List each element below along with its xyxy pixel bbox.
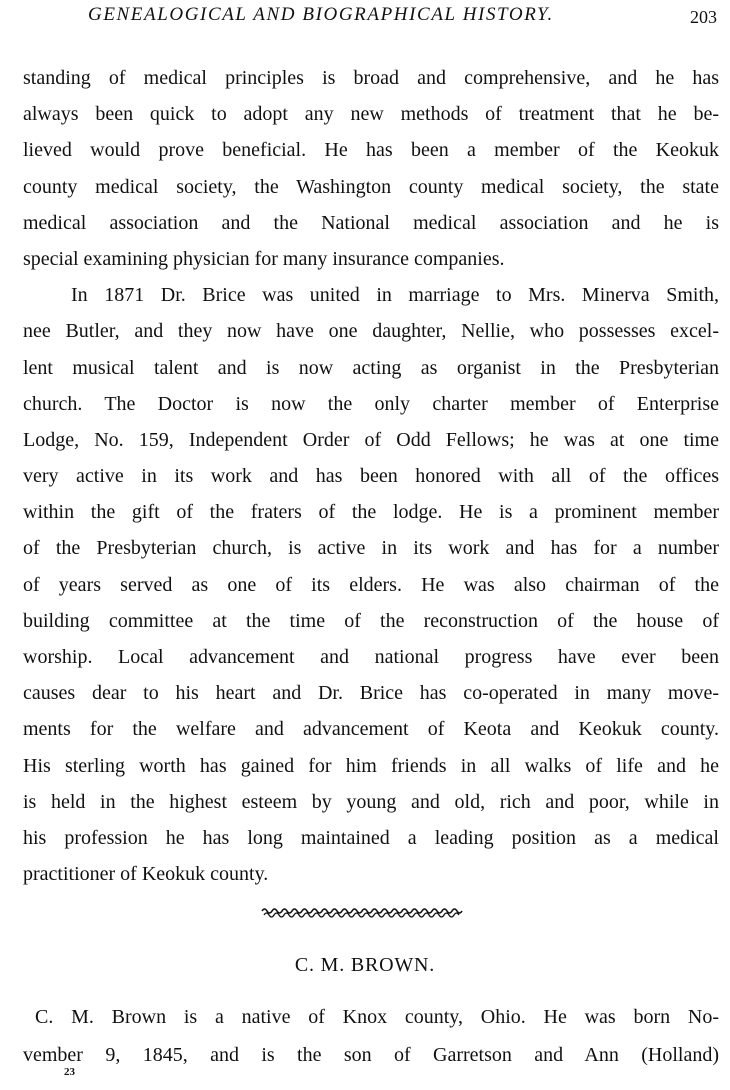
text-line: lent musical talent and is now acting as organist in the Presbyterian <box>23 356 719 379</box>
paragraph-1 <box>23 60 719 277</box>
text-line: Lodge, No. 159, Independent Order of Odd Fellows; he was at one time <box>23 428 719 451</box>
text-line: ments for the welfare and advancement of Keota and Keokuk county. <box>23 718 719 741</box>
text-line: county medical society, the Washington county medical society, the state <box>23 175 719 198</box>
text-line: worship. Local advancement and national progress have ever been <box>23 646 719 668</box>
section-text <box>23 998 719 1074</box>
text-line: nee Butler, and they now have one daughter, Nellie, who possesses excel- <box>23 320 719 343</box>
section-heading: C. M. BROWN. <box>294 954 436 976</box>
text-line: C. M. Brown is a native of Knox county, Ohio. He was born No- <box>35 1006 719 1028</box>
text-line: church. The Doctor is now the only charter member of Enterprise <box>23 392 719 415</box>
text-line: standing of medical principles is broad and comprehensive, and he has <box>23 67 719 89</box>
text-line: practitioner of Keokuk county. <box>23 863 269 886</box>
text-line: always been quick to adopt any new methods of treatment that he be- <box>23 103 719 126</box>
text-line: within the gift of the fraters of the lodge. He is a prominent member <box>23 501 719 524</box>
text-line: vember 9, 1845, and is the son of Garretson and Ann (Holland) <box>23 1044 719 1066</box>
text-line: special examining physician for many insurance companies. <box>23 247 505 270</box>
text-line: lieved would prove beneficial. He has been a member of the Keokuk <box>23 139 719 162</box>
text-line: his profession he has long maintained a leading position as a medical <box>23 826 719 849</box>
text-line: of years served as one of its elders. He was also chairman of the <box>23 573 719 596</box>
text-line: medical association and the National medical association and he is <box>23 211 719 234</box>
signature-mark: 23 <box>64 1066 75 1078</box>
text-line: His sterling worth has gained for him friends in all walks of life and he <box>23 754 719 777</box>
text-line: very active in its work and has been honored with all of the offices <box>23 465 719 488</box>
section-divider-ornament <box>260 906 464 920</box>
text-line: is held in the highest esteem by young and old, rich and poor, while in <box>23 790 719 813</box>
body-text <box>23 60 719 892</box>
running-head: GENEALOGICAL AND BIOGRAPHICAL HISTORY. <box>88 4 554 25</box>
text-line: In 1871 Dr. Brice was united in marriage to Mrs. Minerva Smith, <box>71 284 719 307</box>
text-line: causes dear to his heart and Dr. Brice has co-operated in many move- <box>23 682 719 705</box>
text-line: of the Presbyterian church, is active in its work and has for a number <box>23 537 719 560</box>
page-number: 203 <box>690 7 717 27</box>
paragraph-2 <box>23 277 719 892</box>
text-line: building committee at the time of the reconstruction of the house of <box>23 609 719 632</box>
